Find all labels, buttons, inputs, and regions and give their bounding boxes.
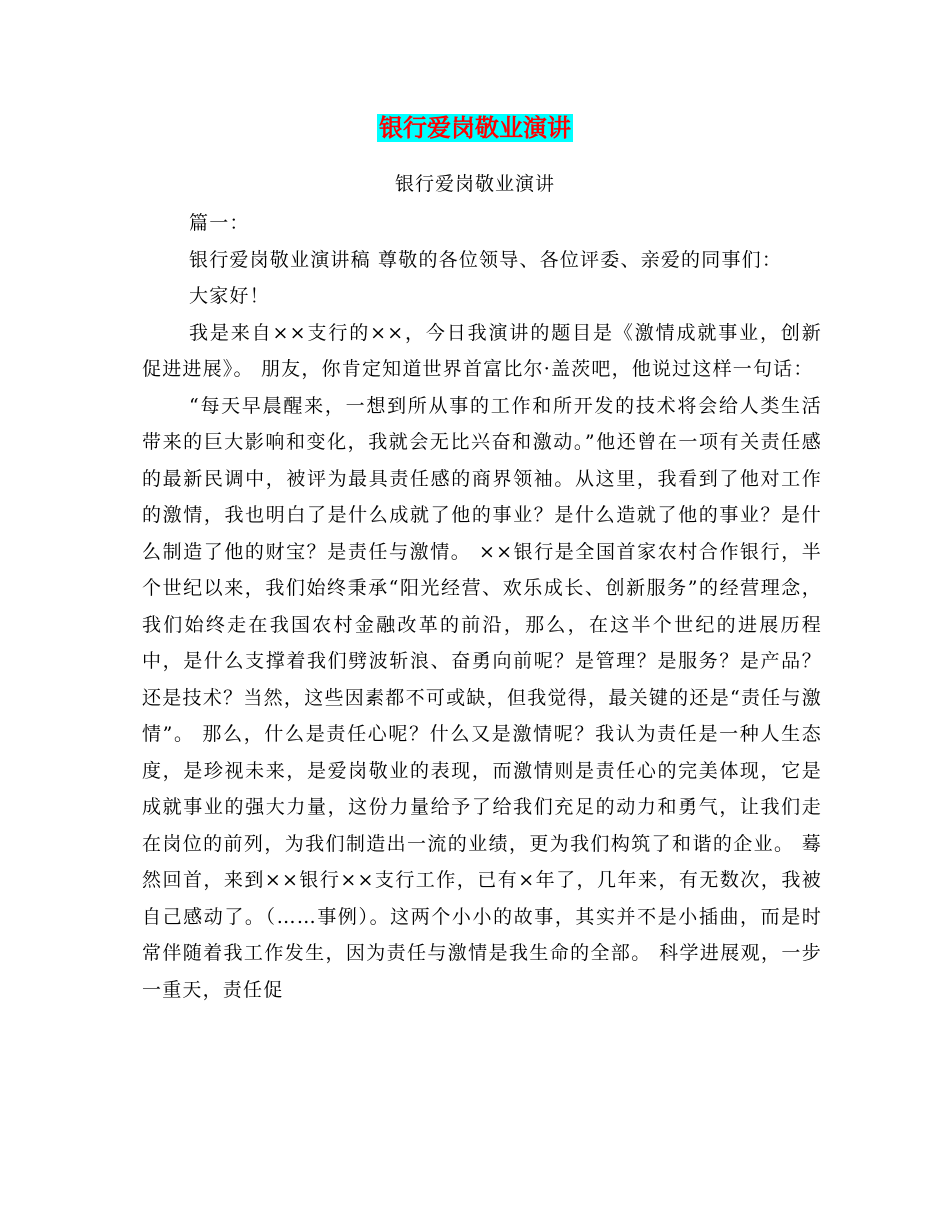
speech-greeting: 大家好！ <box>189 285 270 307</box>
body-paragraph: 我是来自××支行的××，今日我演讲的题目是《激情成就事业，创新促进进展》。 朋友，你肯定知道世界首富比尔·盖茨吧，他说过这样一句话： <box>142 321 822 380</box>
document-body <box>142 205 822 1008</box>
document-subtitle: 银行爱岗敬业演讲 <box>394 173 555 195</box>
document-title <box>0 111 950 145</box>
section-heading: 篇一： <box>189 212 250 234</box>
document-title-text: 银行爱岗敬业演讲 <box>379 114 571 142</box>
body-paragraph: “每天早晨醒来，一想到所从事的工作和所开发的技术将会给人类生活带来的巨大影响和变化，我就会无比兴奋和激动。”他还曾在一项有关责任感的最新民调中，被评为最具责任感的商界领袖。从这里，我看到了他对工作的激情，我也明白了是什么成就了他的事业？是什么造就了他的事业？是什么制造了他的财宝？是责任与激情。 ××银行是全国首家农村合作银行，半个世纪以来，我们始终秉承“阳光经营、欢乐成长、创新服务”的经营理念，我们始终走在我国农村金融改革的前沿，那么，在这半个世纪的进展历程中，是什么支撑着我们劈波斩浪、奋勇向前呢？是管理？是服务？是产品？还是技术？当然，这些因素都不可或缺，但我觉得，最关键的还是“责任与激情”。 那么，什么是责任心呢？什么又是激情呢？我认为责任是一种人生态度，是珍视未来，是爱岗敬业的表现，而激情则是责任心的完美体现，它是成就事业的强大力量，这份力量给予了给我们充足的动力和勇气，让我们走在岗位的前列，为我们制造出一流的业绩，更为我们构筑了和谐的企业。 蓦然回首，来到××银行××支行工作，已有×年了，几年来，有无数次，我被自己感动了。（……事例）。这两个小小的故事，其实并不是小插曲，而是时常伴随着我工作发生，因为责任与激情是我生命的全部。 科学进展观，一步一重天，责任促 <box>142 394 822 1001</box>
speech-salutation: 银行爱岗敬业演讲稿 尊敬的各位领导、各位评委、亲爱的同事们： <box>189 248 783 271</box>
